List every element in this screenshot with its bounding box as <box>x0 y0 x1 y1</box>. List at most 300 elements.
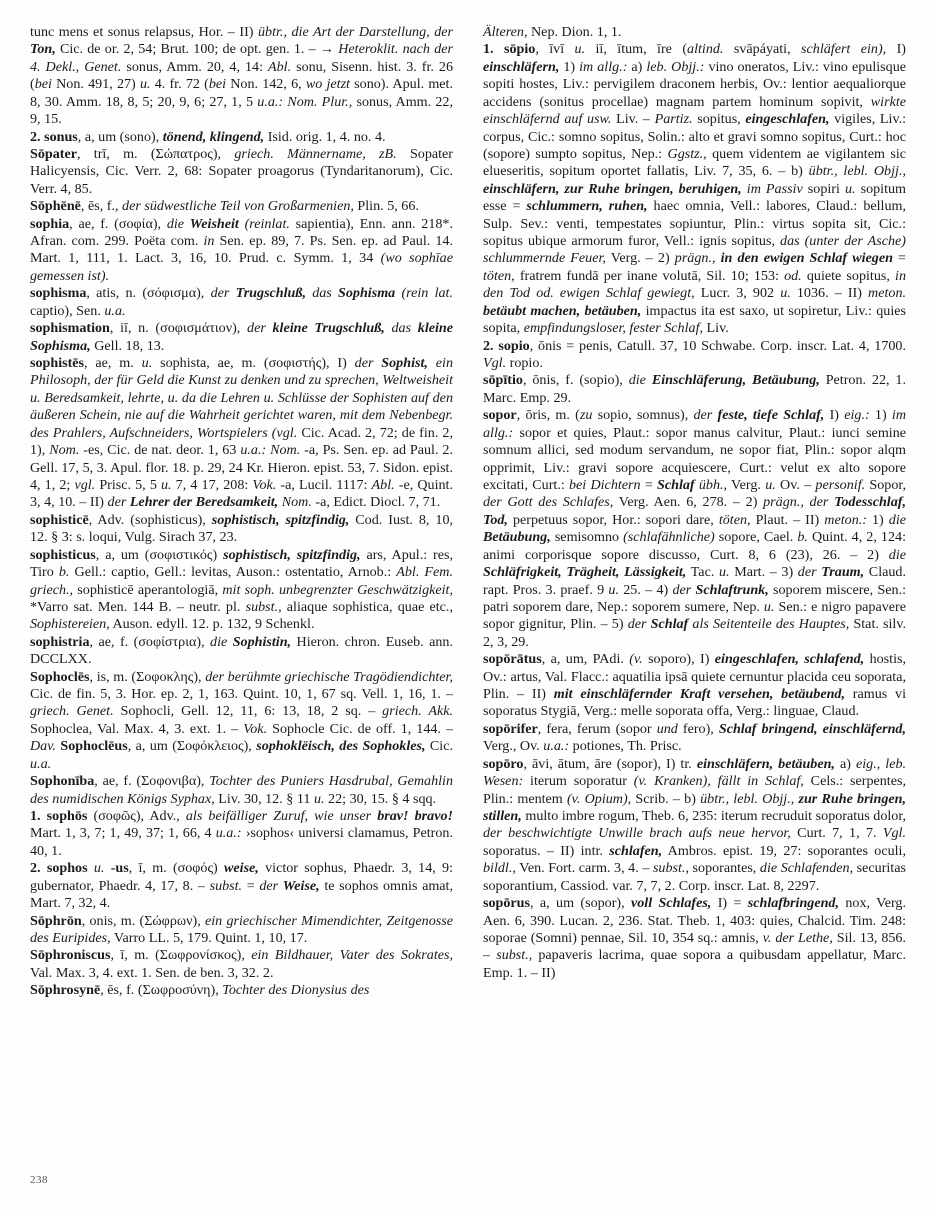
entry-text: ein Bildhauer, Vater des Sokrates, <box>251 947 453 964</box>
entry-text: im allg.: <box>579 58 628 75</box>
entry-text: (v. Opium), <box>566 790 632 807</box>
entry-text: Heteroklit. nach der 4. Dekl., Genet. <box>30 41 453 75</box>
entry-text: als Seitenteile des Hauptes, <box>688 616 850 633</box>
entry-text: a) <box>834 755 856 772</box>
entry-text: Curt. 7, 1, 7. <box>790 825 883 842</box>
entry-text: meton. <box>868 285 907 302</box>
entry-text: v. der Lethe, <box>762 929 833 946</box>
entry-text: , ēs, f. (Σωφροσύνη), <box>100 982 223 999</box>
entry-text: , ae, f. (Σοφονιβα), <box>94 773 210 790</box>
entry-text: (wo sophīae gemessen ist). <box>30 250 453 284</box>
entry-headword: sophistēs <box>30 355 85 372</box>
entry-text: u. <box>139 76 151 93</box>
entry-text: Val. Max. 3, 4. ext. 1. Sen. de ben. 3, 32. 2. <box>30 964 274 981</box>
entry-text: (v. Kranken), fällt in Schlaf, <box>633 773 804 790</box>
entry-text: Vok. <box>252 476 277 493</box>
entry-text: Quint. 4, 2, 124: animi corporisque sopore discusso, Curt. 8, 6 (23), 26. – 2) <box>483 529 906 563</box>
entry-text: Sen.: e nigro papavere sopor gignitur, Plin. – 5) <box>483 598 906 633</box>
entry-text: u. <box>780 285 791 302</box>
entry-text: (σοφῶς), Adv., <box>87 807 186 824</box>
dictionary-entry <box>30 669 453 774</box>
entry-text: Weise, <box>282 877 320 894</box>
dictionary-entry <box>483 721 906 756</box>
entry-text: Prisc. 5, 5 <box>95 476 161 493</box>
entry-text: Todesschlaf, Tod, <box>483 494 906 528</box>
entry-text: soporatus. – II) intr. <box>483 842 610 859</box>
left-column <box>30 24 453 1154</box>
entry-text: -e, Quint. 3, 4, 10. – II) <box>30 476 453 511</box>
dictionary-entry <box>30 913 453 948</box>
entry-text: , ī, m. (Σωφρονίσκος), <box>110 947 252 964</box>
entry-text: , fera, ferum (sopor <box>537 720 657 737</box>
entry-text: griech. Akk. <box>382 703 453 720</box>
entry-text: voll Schlafes, <box>630 895 712 912</box>
entry-headword: Sōphrōn <box>30 912 82 929</box>
entry-text: Vok. <box>243 720 268 737</box>
entry-headword: sophia <box>30 215 70 232</box>
entry-text: sono). Apul. met. 8, 30. Amm. 18, 8, 5; 20, 9, 6; 27, 1, 5 <box>30 76 453 110</box>
entry-headword: sōpītio <box>483 372 523 389</box>
entry-text: das (unter der Asche) schlummernde Feuer, <box>483 233 906 267</box>
entry-text: Sopor, <box>865 476 907 493</box>
entry-text: Verg. <box>727 476 766 493</box>
entry-text: Plin. 5, 66. <box>353 198 419 215</box>
entry-text: iī, ītum, īre ( <box>585 41 688 58</box>
entry-text: schlummern, ruhen, <box>526 198 648 215</box>
entry-text: tunc mens et sonus relapsus, Hor. – II) <box>30 24 258 40</box>
dictionary-entry <box>483 651 906 721</box>
entry-headword: sopōro <box>483 755 524 772</box>
entry-text: u. <box>160 476 172 493</box>
entry-text: Gell. 18, 13. <box>90 337 165 354</box>
entry-text: sopore, Cael. <box>714 529 798 546</box>
entry-text: die <box>888 511 906 528</box>
entry-text: -es, Cic. de nat. deor. 1, 63 <box>79 442 241 459</box>
entry-text: eingeschlafen, schlafend, <box>714 651 865 668</box>
entry-text: sopitus, <box>692 111 746 128</box>
entry-text: 1) <box>869 407 892 424</box>
dictionary-entry <box>30 982 453 999</box>
entry-text: das <box>305 285 339 302</box>
entry-text: Schlaf <box>650 616 689 633</box>
entry-headword: sophismation <box>30 320 110 337</box>
entry-text: Betäubung, <box>483 529 551 546</box>
right-column <box>483 24 906 1154</box>
entry-text: der <box>247 320 273 337</box>
entry-text: od. <box>784 267 802 284</box>
entry-text: I) = <box>711 895 748 912</box>
dictionary-entry <box>30 860 453 912</box>
entry-text: Mart. – 3) <box>729 564 798 581</box>
dictionary-entry <box>30 216 453 286</box>
entry-text: in den ewigen Schlaf wiegen <box>715 250 893 267</box>
entry-text: sapientia), Enn. ann. 218*. Afran. com. 299. Poëta com. <box>30 215 453 250</box>
entry-text: (rein lat. <box>395 285 453 302</box>
entry-text: I) <box>886 41 906 58</box>
entry-text: -a, Lucil. 1117: <box>276 476 372 493</box>
entry-text: 4. fr. 72 ( <box>150 76 209 93</box>
entry-text: Schlaf bringend, einschläfernd, <box>718 720 906 737</box>
entry-text: Nom. <box>49 442 80 459</box>
entry-text: Lucr. 3, 902 <box>694 285 781 302</box>
entry-text: I) <box>824 407 845 424</box>
entry-text: in den Tod od. ewigen Schlaf gewiegt, <box>483 267 906 302</box>
entry-text: = <box>640 476 658 493</box>
entry-text: u.a.: <box>543 738 570 755</box>
entry-headword: 1. sōpio <box>483 41 536 58</box>
entry-text: sophoklëisch, des Sophokles, <box>256 738 426 755</box>
entry-text: betäubt machen, betäuben, <box>483 302 642 319</box>
entry-text: Cic. Acad. 2, 72; de fin. 2, 1), <box>30 424 454 459</box>
entry-text: sonus, Amm. 20, 4, 14: <box>121 58 268 75</box>
entry-text: Liv. – <box>611 111 655 128</box>
entry-text: vino oneratos, Liv.: vino epulisque sopiti hostes, Liv.: pervigilem draconem herbis, Ov.: lentior aequaliorque accidens (sonitus procellae) magnam partem hominum sopivit, <box>483 58 906 110</box>
entry-text: Scrib. – b) <box>631 790 701 807</box>
entry-text: impactus ita est saxo, ut sopiretur, Liv.: quies sopita, <box>483 302 906 337</box>
entry-text: , ae, f. (σοφία), <box>69 215 167 232</box>
entry-text: wirkte einschläfernd auf usw. <box>483 93 906 128</box>
entry-text: subst., <box>652 860 689 877</box>
entry-text: prägn., <box>674 250 716 267</box>
entry-text: der südwestliche Teil von Großarmenien, <box>122 198 354 215</box>
entry-text: Stat. silv. 2, 3, 29. <box>483 616 907 650</box>
entry-text: Sil. 13, 856. – <box>483 929 906 964</box>
page-columns <box>30 24 906 1154</box>
entry-text: -a, Ps. Sen. ep. ad Paul. 2. Gell. 17, 5, 3. Apul. flor. 18. p. 29, 24 Kr. Hieron. epist. 53, 7. Sidon. epist. 4, 1, 2; <box>30 442 453 493</box>
entry-text: Dav. <box>30 738 56 755</box>
entry-text: u. <box>574 41 586 58</box>
entry-text: , a, um (sono), <box>77 128 163 145</box>
entry-text: u. <box>763 598 775 615</box>
entry-text: Non. 491, 27) <box>51 76 140 93</box>
entry-headword: Sophonība <box>30 773 95 790</box>
entry-text: eig., leb. Wesen: <box>483 755 907 790</box>
entry-text: Cels.: serpentes, Plin.: mentem <box>483 773 906 807</box>
entry-headword: 2. sonus <box>30 128 78 145</box>
entry-text: altind. <box>687 41 724 58</box>
entry-text: Tac. <box>686 564 719 581</box>
entry-text: Lehrer der Beredsamkeit, <box>129 494 279 511</box>
entry-text: , is, m. (Σοφοκλης), <box>89 668 206 685</box>
entry-text: u. <box>141 355 153 372</box>
entry-text: vigiles, Liv.: corpus, Cic.: somno sopitus, Solin.: alto et gravi somno sopitus, Curt.: hoc (sopore) sumpto sopitus, Nep.: <box>483 111 907 162</box>
entry-headword: sophisticus <box>30 546 96 563</box>
entry-text: bildl., <box>483 860 516 877</box>
entry-text: securitas soporantium, Cassiod. var. 7, 7, 2. Corp. inscr. Lat. 8, 2297. <box>483 860 906 894</box>
entry-text: , iī, n. (σοφισμάτιον), <box>109 320 248 337</box>
entry-text: 1036. – II) <box>790 285 869 302</box>
entry-text: u.a. <box>30 755 52 772</box>
entry-text: = <box>242 877 260 894</box>
entry-text: eig.: <box>844 407 870 424</box>
entry-headword: sophistria <box>30 633 90 650</box>
entry-text: (reinlat. <box>238 215 290 232</box>
entry-text: Verg. – 2) <box>605 250 675 267</box>
entry-text: Ggstz., <box>667 145 707 162</box>
entry-text: , a, um (Σοφόκλειος), <box>127 738 257 755</box>
entry-text: weise, <box>224 860 259 877</box>
entry-headword: sopōrātus <box>483 651 542 668</box>
entry-text: die <box>166 215 190 232</box>
entry-text: Isid. orig. 1, 4. no. 4. <box>264 128 386 145</box>
entry-text: Tochter des Dionysius des <box>222 982 370 999</box>
dictionary-entry <box>30 947 453 982</box>
entry-text: iterum soporatur <box>523 773 634 790</box>
dictionary-entry <box>483 41 906 337</box>
entry-text: potiones, Th. Prisc. <box>569 738 682 755</box>
entry-text: , trī, m. (Σώπατρος), <box>76 145 235 162</box>
entry-text: , Adv. (sophisticus), <box>88 511 212 528</box>
entry-text: bei <box>34 76 52 93</box>
entry-headword: 2. sophos <box>30 860 88 877</box>
entry-text: semisomno <box>550 529 624 546</box>
entry-text: b. <box>58 564 70 581</box>
entry-text: nox, Verg. Aen. 6, 390. Lucan. 2, 236. Stat. Theb. 1, 403: quies, Chalcid. Tim. 248: soporae (Somni) pennae, Sil. 10, 354 sq.: amnis, <box>483 895 907 946</box>
entry-text: im allg.: <box>483 407 907 441</box>
entry-text: Abl. <box>268 58 292 75</box>
entry-text: Sophist, <box>381 355 428 372</box>
entry-text: in <box>203 233 215 250</box>
dictionary-entry <box>483 407 906 651</box>
entry-text: Abl. <box>371 476 395 493</box>
entry-text: subst., <box>245 598 282 615</box>
entry-text: Schlaftrunk, <box>695 581 769 598</box>
entry-text: ein griechischer Mimendichter, Zeitgenosse des Euripides, <box>30 912 453 946</box>
entry-text: subst., <box>496 947 533 964</box>
entry-text: der Gott des Schlafes, <box>483 494 614 511</box>
entry-text: Cic. <box>425 738 453 755</box>
entry-text: 25. – 4) <box>619 581 673 598</box>
entry-text: papaveris lacrima, quae sopora a quibusdam appellatur, Marc. Emp. 1. – II) <box>483 947 906 981</box>
entry-text: ropio. <box>506 355 543 372</box>
entry-text: u.a.: Nom. <box>240 442 301 459</box>
entry-text: 22; 30, 15. § 4 sqq. <box>324 790 437 807</box>
entry-text: , ēs, f., <box>80 198 123 215</box>
entry-text: u. <box>765 476 776 493</box>
dictionary-entry <box>483 338 906 373</box>
entry-text: als beifälliger Zuruf, wie unser <box>185 807 378 824</box>
entry-text: schlafen, <box>609 842 663 859</box>
entry-text: Verg. Aen. 6, 278. – 2) <box>613 494 764 511</box>
entry-text: soporem miscere, Sen.: patri soporem dare, Nep.: soporem sumere, Nep. <box>483 581 907 615</box>
entry-text: , a, um (σοφιστικός) <box>95 546 224 563</box>
dictionary-entry <box>30 634 453 669</box>
entry-text: sophistisch, spitzfindig, <box>211 511 350 528</box>
entry-headword: -us <box>110 860 129 877</box>
entry-text: Trugschluß, <box>235 285 306 302</box>
entry-text: haec omnia, Vell.: labores, Claud.: bellum, Sulp. Sev.: venti, tempestates sopiuntur, Plin.: virtus sopita sit, Cic.: sopitus ubique armorum furor, Vell.: ignis sopitus, <box>483 198 906 250</box>
entry-text: 7, 4 17, 208: <box>171 476 253 493</box>
entry-text: , ae, m. <box>84 355 142 372</box>
entry-text: soporo), I) <box>642 651 715 668</box>
entry-text: sophista, ae, m. (σοφιστής), I) <box>152 355 355 372</box>
entry-text: Nom. <box>278 494 312 511</box>
entry-text: Sopater Halicyensis, Cic. Verr. 2, 68: Sopater proagorus (Tyndaritanorum), Cic. Verr. 4, 85. <box>30 145 454 197</box>
entry-text: sophistisch, spitzfindig, <box>223 546 361 563</box>
entry-text: kleine Sophisma, <box>30 320 453 354</box>
dictionary-entry <box>30 320 453 355</box>
entry-text: Abl. Fem. griech., <box>30 564 453 598</box>
entry-text: kleine Trugschluß, <box>272 320 385 337</box>
entry-text: Petron. 22, 1. Marc. Emp. 29. <box>483 372 906 406</box>
entry-text: , ōnis, f. (sopio), <box>522 372 629 389</box>
entry-text: te sophos omnis amat, Mart. 7, 32, 4. <box>30 877 453 912</box>
entry-text: übtr., lebl. Objj., <box>808 163 906 180</box>
entry-text: u. <box>93 860 105 877</box>
dictionary-entry <box>30 146 453 198</box>
entry-headword: Sōphrosynē <box>30 982 101 999</box>
dictionary-entry <box>483 24 906 41</box>
entry-text: Cic. de or. 2, 54; Brut. 100; de opt. gen. 1. – → <box>55 41 339 58</box>
entry-text: Sophoclea, Val. Max. 4, 3. ext. 1. – <box>30 720 244 737</box>
entry-text: der <box>210 285 236 302</box>
dictionary-entry <box>483 372 906 407</box>
entry-text: eingeschlafen, <box>745 111 830 128</box>
entry-text: einschläfern, <box>483 58 560 75</box>
entry-text: u. <box>718 564 730 581</box>
entry-text: töten, <box>718 511 751 528</box>
entry-text: b. <box>797 529 808 546</box>
entry-text: fratrem fundā per inane volutā, Sil. 10; 153: <box>514 267 785 284</box>
entry-text: Sophisma <box>338 285 396 302</box>
entry-text: Ven. Fort. carm. 3, 4. – <box>515 860 653 877</box>
entry-text: Liv. 30, 12. § 11 <box>214 790 314 807</box>
entry-text: u. <box>608 581 619 598</box>
dictionary-entry <box>30 198 453 215</box>
entry-text: im Passiv <box>741 180 803 197</box>
entry-text: Verg., Ov. <box>483 738 544 755</box>
entry-text: Partiz. <box>654 111 693 128</box>
entry-headword: sopōrus <box>483 895 530 912</box>
entry-text: der <box>693 407 718 424</box>
entry-text: Cod. Iust. 8, 10, 12. § 3: s. loqui, Vulg. Sirach 37, 23. <box>30 511 454 546</box>
entry-text: , ōnis = penis, Catull. 37, 10 Schwabe. Corp. inscr. Lat. 4, 1700. <box>529 337 906 354</box>
entry-headword: Sōphroniscus <box>30 947 111 964</box>
entry-text: der <box>627 616 651 633</box>
entry-text: Nep. Dion. 1, 1. <box>527 24 622 40</box>
entry-text: bei Dichtern <box>569 476 641 493</box>
entry-text: u.a.: Nom. Plur., <box>257 93 353 110</box>
entry-text: übtr., die Art der Darstellung, der <box>257 24 453 40</box>
entry-text: a) <box>627 58 647 75</box>
entry-text: , a, um (sopor), <box>530 895 631 912</box>
entry-text: victor sophus, Phaedr. 3, 14, 9: gubernator, Phaedr. 4, 17, 8. – <box>30 860 453 894</box>
entry-text: zur Ruhe bringen, stillen, <box>483 790 906 824</box>
entry-text: Sophocli, Gell. 12, 11, 6: 13, 18, 2 sq. – <box>113 703 383 720</box>
entry-text: ars, Apul.: res, Tiro <box>30 546 453 581</box>
entry-text: multo imbre rogum, Theb. 6, 235: iterum recruduit soporatus dolor, <box>521 807 906 824</box>
entry-text: Sophistereien, <box>30 616 110 633</box>
entry-text: 1) <box>866 511 889 528</box>
entry-text: einschläfern, betäuben, <box>696 755 835 772</box>
entry-text: = <box>892 250 906 267</box>
entry-text: sopio, somnus), <box>592 407 694 424</box>
dictionary-entry <box>30 547 453 634</box>
entry-text: der beschwichtigte Unwille brach aufs neue hervor, <box>483 825 791 842</box>
entry-text: quiete sopitus, <box>801 267 896 284</box>
entry-text: Ambros. epist. 19, 27: soporantes oculi, <box>662 842 906 859</box>
dictionary-entry <box>30 512 453 547</box>
entry-text: die Schlafenden, <box>759 860 854 877</box>
entry-text: , ī, m. (σοφός) <box>128 860 224 877</box>
entry-text: Plaut. – II) <box>750 511 825 528</box>
entry-text: Gell.: captio, Gell.: levitas, Auson.: ostentatio, Arnob.: <box>69 564 397 581</box>
entry-text: ein Philosoph, der für Geld die Kunst zu denken und zu sprechen, Weltweisheit u. Beredsamkeit, lehrte, u. da die Lehren u. Schlüsse der Sophisten auf den äußeren Schein, nie auf die Wahrheit gerichtet waren, mit dem Nebenbegr. des Prahlers, Aufschneiders, Wortspielers (vgl. <box>30 355 453 441</box>
entry-text: *Varro sat. Men. 144 B. – neutr. pl. <box>30 598 246 615</box>
entry-text: Vgl. <box>882 825 907 842</box>
dictionary-entry <box>30 773 453 808</box>
entry-text: Sen. ep. 89, 7. Ps. Sen. ep. ad Paul. 14. Mart. 1, 111, 1. Lact. 3, 16, 10. Prud. c. Symm. 1, 34 <box>30 233 453 267</box>
entry-text: fero), <box>677 720 719 737</box>
entry-headword: sopor <box>483 407 517 424</box>
entry-text: , īvī <box>535 41 575 58</box>
entry-text: und <box>656 720 678 737</box>
entry-headword: Sophoclēs <box>30 668 90 685</box>
entry-text: übh., <box>694 476 728 493</box>
entry-text: Schlaf <box>657 476 695 493</box>
dictionary-entry <box>483 756 906 895</box>
entry-text: perpetuus sopor, Hor.: sopori dare, <box>507 511 719 528</box>
entry-text: der <box>354 355 382 372</box>
entry-text: die <box>210 633 233 650</box>
entry-text: Non. 142, 6, <box>226 76 306 93</box>
entry-headword: Sōphēnē <box>30 198 81 215</box>
entry-text: , ōris, m. ( <box>516 407 580 424</box>
entry-text: u. <box>313 790 325 807</box>
entry-text: Weisheit <box>189 215 239 232</box>
entry-text: sopitum esse = <box>483 180 907 215</box>
entry-text: Ton, <box>30 41 56 58</box>
entry-text: sonus, Amm. 22, 9, 15. <box>30 93 454 128</box>
entry-headword: sopōrifer <box>483 720 538 737</box>
entry-text: prägn., der <box>763 494 835 511</box>
entry-text: der <box>797 564 822 581</box>
entry-text: , a, um, PAdi. <box>541 651 630 668</box>
dictionary-entry <box>30 355 453 512</box>
entry-text: die <box>628 372 652 389</box>
entry-text: Mart. 1, 3, 7; 1, 49, 37; 1, 66, 4 <box>30 825 216 842</box>
entry-text: Tochter des Puniers Hasdrubal, Gemahlin des numidischen Königs Syphax, <box>30 773 453 807</box>
entry-text: -a, Edict. Diocl. 7, 71. <box>311 494 441 511</box>
entry-text: wo jetzt <box>305 76 350 93</box>
entry-text: meton.: <box>824 511 867 528</box>
entry-text: mit einschläfernder Kraft versehen, betäubend, <box>553 686 845 703</box>
entry-text: zu <box>579 407 593 424</box>
entry-text: tönend, klingend, <box>162 128 265 145</box>
entry-text: , āvi, ātum, āre (sopor), I) tr. <box>523 755 697 772</box>
page-number: 238 <box>30 1174 48 1186</box>
entry-text: Ov. – <box>775 476 816 493</box>
entry-text: der <box>672 581 696 598</box>
entry-text: captio), Sen. <box>30 302 105 319</box>
entry-text: 1) <box>559 58 580 75</box>
entry-text: u. <box>844 180 856 197</box>
entry-text: sonu, Sisenn. hist. 3. fr. 26 ( <box>30 58 453 93</box>
entry-text: ramus vi soporatus Stygiā, Verg.: melle soporata offa, Verg.: linguae, Claud. <box>483 686 907 720</box>
entry-text: feste, tiefe Schlaf, <box>717 407 825 424</box>
dictionary-entry <box>30 129 453 146</box>
entry-text: Claud. rapt. Pros. 3. praef. 9 <box>483 564 906 598</box>
entry-headword: sophisticē <box>30 511 89 528</box>
entry-text: Sophistin, <box>232 633 292 650</box>
entry-text: griech. Genet. <box>30 703 114 720</box>
entry-text: Vgl. <box>483 355 507 372</box>
entry-text: Sophocle Cic. de off. 1, 144. – <box>267 720 453 737</box>
entry-text: die <box>888 546 906 563</box>
entry-text: , atis, n. (σόφισμα), <box>86 285 211 302</box>
entry-text: Auson. edyll. 12. p. 132, 9 Schenkl. <box>109 616 315 633</box>
entry-text: quem videntem ae vigilantem sic elueseritis, sopitum oportet fallatis, Liv. 7, 35, 6. – b) <box>483 145 906 180</box>
